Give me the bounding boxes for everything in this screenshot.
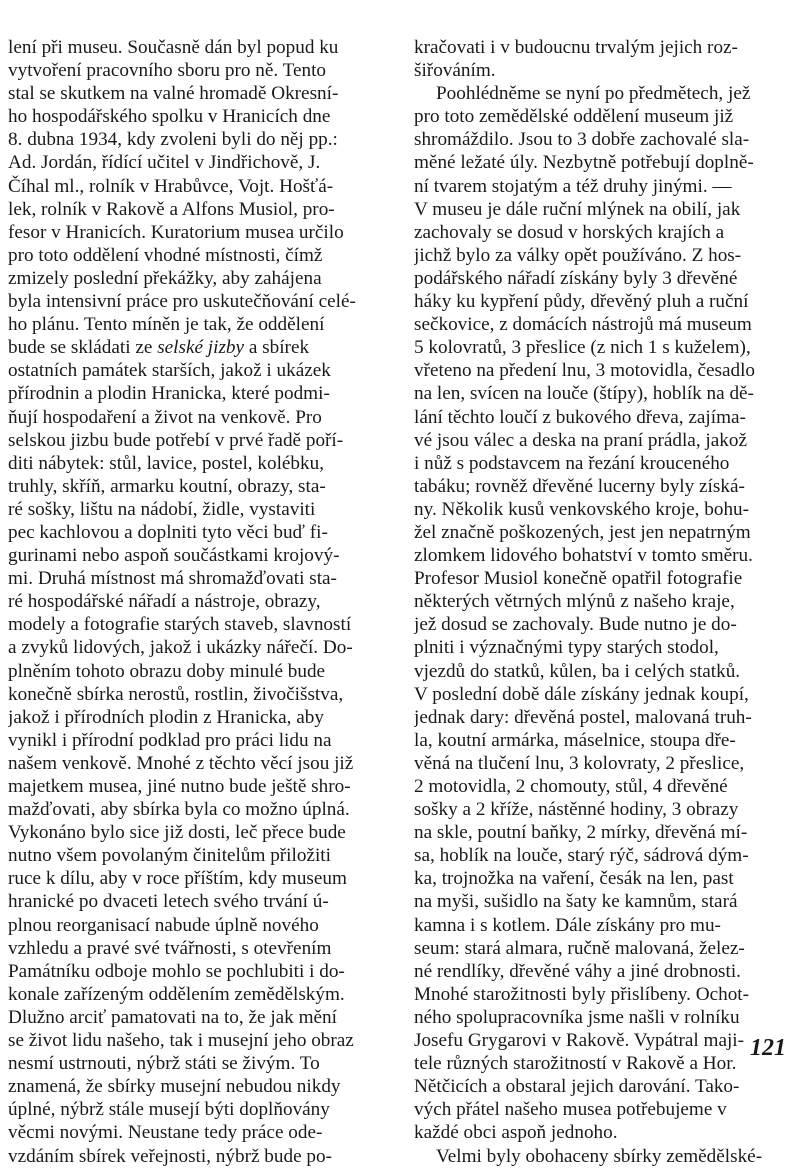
text-line: žel značně poškozených, jest jen nepatrným xyxy=(414,521,751,543)
text-line: la, koutní armárka, máselnice, stoupa dře- xyxy=(414,729,736,751)
text-line: 5 kolovratů, 3 přeslice (z nich 1 s kuželem), xyxy=(414,337,751,359)
text-line: každé obci aspoň jednoho. xyxy=(414,1122,618,1144)
text-line: pro toto zemědělské oddělení museum již xyxy=(414,106,734,128)
text-line: tabáku; rovněž dřevěné lucerny byly získá- xyxy=(414,475,745,497)
text-line: jež dosud se zachovaly. Bude nutno je do- xyxy=(414,614,737,636)
text-line: lek, rolník v Rakově a Alfons Musiol, pro- xyxy=(8,198,335,220)
text-line: věcmi novými. Neustane tedy práce ode- xyxy=(8,1122,323,1144)
text-line: mažďovati, aby sbírka byla co možno úplná. xyxy=(8,799,350,821)
text-line: diti nábytek: stůl, lavice, postel, kolébku, xyxy=(8,452,325,474)
text-line: plněním tohoto obrazu doby minulé bude xyxy=(8,660,326,682)
left-column xyxy=(8,36,382,1168)
text-line: Profesor Musiol konečně opatřil fotografie xyxy=(414,568,743,590)
text-line: znamená, že sbírky musejní nebudou nikdy xyxy=(8,1076,341,1098)
text-line: V museu je dále ruční mlýnek na obilí, jak xyxy=(414,198,741,220)
text-line: sošky a 2 kříže, nástěnné hodiny, 3 obrazy xyxy=(414,799,739,821)
text-line: Nětčicích a obstaral jejich darování. Tako- xyxy=(414,1076,740,1098)
text-line: některých větrných mlýnů z našeho kraje, xyxy=(414,591,735,613)
text-line: šiřováním. xyxy=(414,60,496,82)
text-line: Ad. Jordán, řídící učitel v Jindřichově, J. xyxy=(8,152,321,174)
text-line: ní tvarem stojatým a též druhy jinými. — xyxy=(414,175,732,197)
text-line: zlomkem lidového bohatství v tomto směru. xyxy=(414,545,753,567)
text-line: podářského nářadí získány byly 3 dřevěné xyxy=(414,267,738,289)
text-line: sa, hoblík na louče, starý rýč, sádrová dým- xyxy=(414,845,749,867)
page-number: 121 xyxy=(750,1035,786,1061)
text-line: ného spolupracovníka jsme našli v rolníku xyxy=(414,1006,740,1028)
text-line: bude se skládati ze selské jizby a sbírek xyxy=(8,337,310,359)
text-line: našem venkově. Mnohé z těchto věcí jsou již xyxy=(8,752,354,774)
text-line: ka, trojnožka na vaření, česák na len, past xyxy=(414,868,734,890)
text-line: Dlužno arciť pamatovati na to, že jak mění xyxy=(8,1006,337,1028)
text-line: vé jsou válec a deska na praní prádla, jakož xyxy=(414,429,747,451)
text-line: plnou reorganisací nabude úplně nového xyxy=(8,914,319,936)
text-line: vzdáním sbírek veřejnosti, nýbrž bude po- xyxy=(8,1145,332,1167)
text-line: nutno všem povolaným činitelům přiložiti xyxy=(8,845,331,867)
text-line: nesmí ustrnouti, nýbrž státi se živým. To xyxy=(8,1053,320,1075)
text-line: Mnohé starožitnosti byly přislíbeny. Ochot- xyxy=(414,983,750,1005)
text-line: ostatních památek starších, jakož i ukázek xyxy=(8,360,331,382)
text-line: vynikl i přírodní podklad pro práci lidu na xyxy=(8,729,332,751)
text-line: ho hospodářského spolku v Hranicích dne xyxy=(8,106,331,128)
text-line: úplné, nýbrž stále musejí býti doplňovány xyxy=(8,1099,330,1121)
text-line: gurinami nebo aspoň součástkami krojový- xyxy=(8,545,340,567)
text-line: né rendlíky, dřevěné váhy a jiné drobnosti. xyxy=(414,960,741,982)
text-line: ho plánu. Tento míněn je tak, že oddělení xyxy=(8,314,325,336)
text-line: na skle, poutní baňky, 2 mírky, dřevěná mí- xyxy=(414,822,748,844)
text-line: Poohlédněme se nyní po předmětech, jež xyxy=(436,83,751,105)
text-line: majetkem musea, jiné nutno bude ještě shro- xyxy=(8,776,351,797)
text-line: Památníku odboje mohlo se pochlubiti i do- xyxy=(8,960,345,982)
text-line: konale zařízeným oddělením zemědělským. xyxy=(8,983,345,1005)
text-line: tele různých starožitností v Rakově a Hor. xyxy=(414,1053,737,1075)
text-line: stal se skutkem na valné hromadě Okresní- xyxy=(8,83,339,105)
text-line: přírodnin a plodin Hranicka, které podmi- xyxy=(8,383,330,405)
text-line: truhly, skříň, armarku koutní, obrazy, sta- xyxy=(8,475,326,497)
text-line: kamna i s kotlem. Dále získány pro mu- xyxy=(414,914,721,936)
text-line: selskou jizbu bude potřebí v prvé řadě poří- xyxy=(8,429,344,451)
text-line: vytvoření pracovního sboru pro ně. Tento xyxy=(8,60,327,82)
text-line: háky ku kypření půdy, dřevěný pluh a ruční xyxy=(414,291,749,313)
text-line: ňují hospodaření a život na venkově. Pro xyxy=(8,406,322,428)
text-line: vřeteno na předení lnu, 3 motovidla, česadlo xyxy=(414,360,756,382)
text-line: V poslední době dále získány jednak koupí, xyxy=(414,683,749,705)
text-line: zachovaly se dosud v horských krajích a xyxy=(414,221,725,243)
text-line: ny. Několik kusů venkovského kroje, bohu- xyxy=(414,498,750,520)
text-line: 8. dubna 1934, kdy zvoleni byli do něj pp.: xyxy=(8,129,338,151)
text-line: věná na tlučení lnu, 3 kolovraty, 2 přeslice, xyxy=(414,752,745,774)
text-line: lání těchto loučí z bukového dřeva, zajíma- xyxy=(414,406,746,428)
text-line: Velmi byly obohaceny sbírky zemědělské- xyxy=(436,1145,763,1167)
text-line: jednak dary: dřevěná postel, malovaná truh- xyxy=(414,706,752,728)
text-line: fesor v Hranicích. Kuratorium musea určilo xyxy=(8,221,344,243)
text-line: pro toto oddělení vhodné místnosti, čímž xyxy=(8,244,323,266)
right-column xyxy=(414,36,788,1168)
text-line: kračovati i v budoucnu trvalým jejich roz- xyxy=(414,37,738,58)
text-line: jakož i přírodních plodin z Hranicka, aby xyxy=(8,706,324,728)
text-line: Vykonáno bylo sice již dosti, leč přece bude xyxy=(8,822,346,844)
text-line: shromáždilo. Jsou to 3 dobře zachovalé sla- xyxy=(414,129,750,151)
text-line: konečně sbírka nerostů, rostlin, živočišstva, xyxy=(8,683,344,705)
text-line: modely a fotografie starých staveb, slavností xyxy=(8,614,352,636)
text-line: Číhal ml., rolník v Hrabůvce, Vojt. Hošťá- xyxy=(8,175,334,197)
text-line: sečkovice, z domácích nástrojů má museum xyxy=(414,314,752,336)
text-line: ruce k dílu, aby v roce příštím, kdy museum xyxy=(8,868,347,890)
text-line: hranické po dvaceti letech svého trvání ú- xyxy=(8,891,329,913)
text-line: zmizely poslední překážky, aby zahájena xyxy=(8,267,322,289)
text-line: se život lidu našeho, tak i musejní jeho obraz xyxy=(8,1030,354,1052)
text-line: na len, svícen na louče (štípy), hoblík na dě- xyxy=(414,383,754,405)
text-line: lení při museu. Současně dán byl popud ku xyxy=(8,37,339,58)
text-line: ré hospodářské nářadí a nástroje, obrazy, xyxy=(8,591,321,613)
text-line: ré sošky, lištu na nádobí, židle, vystaviti xyxy=(8,498,316,520)
text-line: pec kachlovou a doplniti tyto věci buď fi- xyxy=(8,521,328,543)
text-line: plniti i význačnými typy starých stodol, xyxy=(414,637,719,659)
text-line: 2 motovidla, 2 chomouty, stůl, 4 dřevěné xyxy=(414,776,728,797)
text-line: byla intensivní práce pro uskutečňování celé- xyxy=(8,291,356,313)
text-line: vzhledu a pravé své tvářnosti, s otevřením xyxy=(8,937,332,959)
text-line: jichž bylo za války opět používáno. Z hos- xyxy=(414,244,742,266)
text-line: měné ležaté úly. Nezbytně potřebují doplně- xyxy=(414,152,754,174)
text-line: na myši, sušidlo na šaty ke kamnům, stará xyxy=(414,891,738,913)
text-line: vjezdů do statků, kůlen, ba i celých statků. xyxy=(414,660,741,682)
text-line: seum: stará almara, ručně malovaná, želez- xyxy=(414,937,745,959)
text-line: i nůž s podstavcem na řezání krouceného xyxy=(414,452,730,474)
text-line: a zvyků lidových, jakož i ukázky nářečí. Do- xyxy=(8,637,353,659)
text-line: mi. Druhá místnost má shromažďovati sta- xyxy=(8,568,337,590)
text-line: Josefu Grygarovi v Rakově. Vypátral maji- xyxy=(414,1030,745,1052)
text-line: vých přátel našeho musea potřebujeme v xyxy=(414,1099,727,1121)
